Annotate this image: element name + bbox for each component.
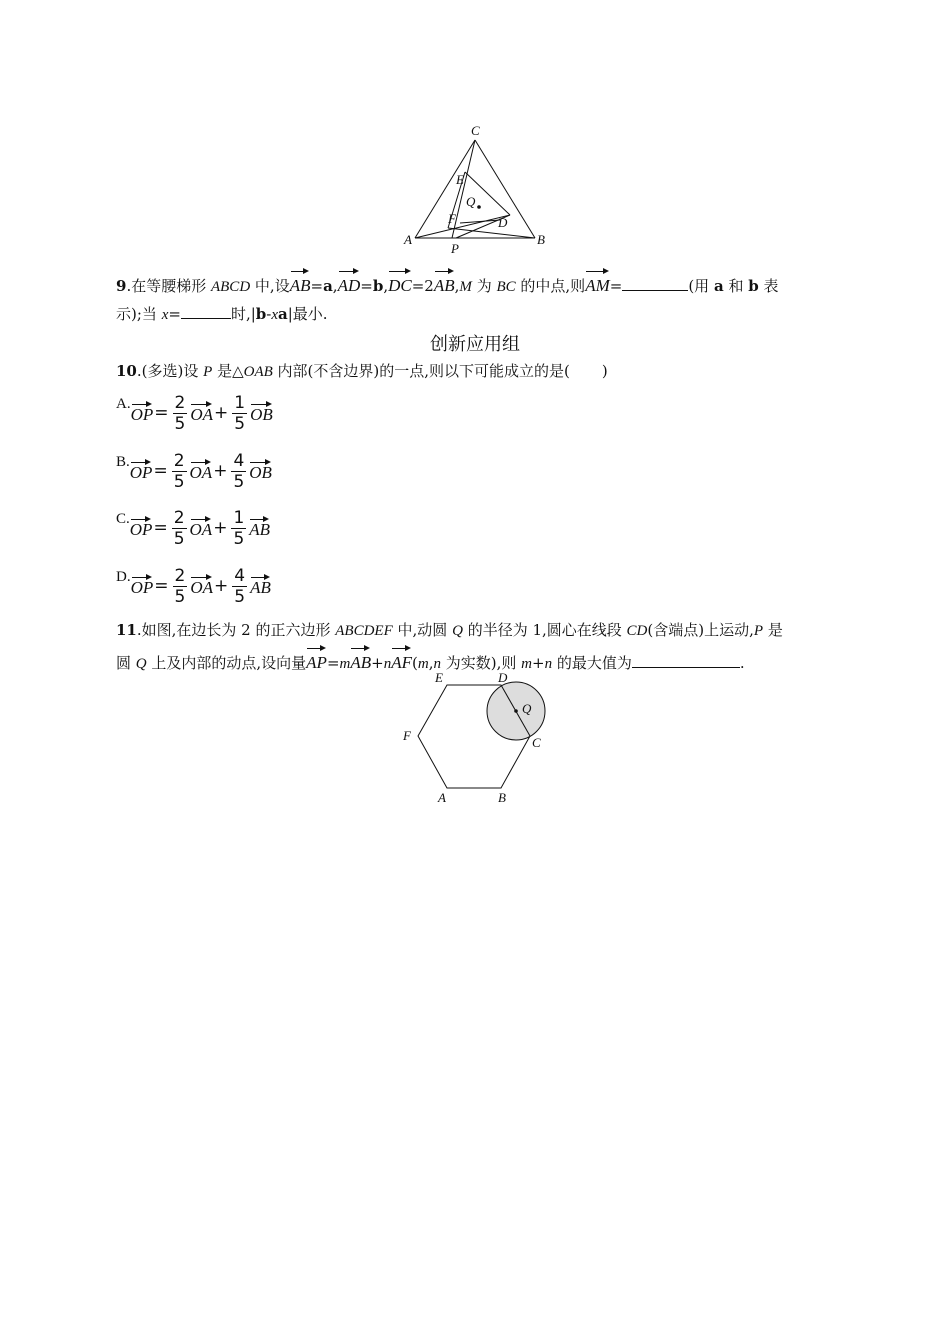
vector-oa: OA xyxy=(190,574,213,598)
vector-ab: AB xyxy=(249,516,270,540)
vector-oa: OA xyxy=(190,459,213,483)
fraction xyxy=(231,451,246,492)
text: , xyxy=(383,277,389,295)
vector-dc: DC xyxy=(388,268,412,300)
option-label: B. xyxy=(116,454,130,470)
label-b: B xyxy=(537,232,545,247)
denominator: 5 xyxy=(174,586,186,607)
text: = xyxy=(360,277,373,295)
fraction xyxy=(173,566,188,607)
text: ) xyxy=(601,362,608,380)
question-number: 11 xyxy=(116,621,137,639)
option-label: D. xyxy=(116,569,131,585)
equals: = xyxy=(154,403,169,423)
figure-triangle xyxy=(400,120,560,260)
vector-b: b xyxy=(255,305,267,323)
text: 的最大值为 xyxy=(552,654,632,672)
vector-b: b xyxy=(372,277,384,295)
text: .如图,在边长为 2 的正六边形 xyxy=(136,621,336,639)
plus: + xyxy=(214,403,229,423)
text: - xyxy=(266,305,272,323)
label-e: E xyxy=(435,670,443,685)
text: .(多选)设 xyxy=(136,362,204,380)
segment-bc: BC xyxy=(496,279,516,295)
fraction xyxy=(172,451,187,492)
numerator: 1 xyxy=(234,392,246,413)
text: 为实数),则 xyxy=(441,654,522,672)
var-m: m xyxy=(417,656,429,672)
text: |最小. xyxy=(287,305,328,323)
text: 中,动圆 xyxy=(392,621,453,639)
text: 上及内部的动点,设向量 xyxy=(146,654,307,672)
text: , xyxy=(454,277,460,295)
point-p: P xyxy=(753,623,764,639)
numerator: 1 xyxy=(233,507,245,528)
var-x: x xyxy=(271,307,279,323)
vector-ap: AP xyxy=(306,645,327,677)
label-f: F xyxy=(403,728,411,743)
text: ( xyxy=(412,654,418,672)
section-heading: 创新应用组 xyxy=(430,334,520,355)
shape-name: ABCD xyxy=(210,279,251,295)
vector-a: a xyxy=(713,277,724,295)
text: = xyxy=(326,654,340,672)
text: 和 xyxy=(723,277,749,295)
figure-hexagon xyxy=(398,666,558,808)
var-n: n xyxy=(433,656,441,672)
numerator: 4 xyxy=(234,565,246,586)
label-c: C xyxy=(471,123,480,138)
vector-ob: OB xyxy=(250,401,273,425)
denominator: 5 xyxy=(234,413,246,434)
point-q: Q xyxy=(135,656,147,672)
denominator: 5 xyxy=(233,528,245,549)
label-d: D xyxy=(498,215,508,230)
hexagon-name: ABCDEF xyxy=(335,623,393,639)
text: , xyxy=(332,277,338,295)
denominator: 5 xyxy=(234,586,246,607)
vector-oa: OA xyxy=(190,516,213,540)
label-p: P xyxy=(451,241,459,256)
var-m: m xyxy=(521,656,533,672)
point-q: Q xyxy=(452,623,463,639)
text: 表 xyxy=(758,277,779,295)
option-d[interactable] xyxy=(116,561,271,611)
vector-a: a xyxy=(323,277,333,295)
vector-ab: AB xyxy=(350,645,371,677)
answer-blank[interactable] xyxy=(632,651,740,668)
text: =2 xyxy=(411,277,434,295)
triangle-oab: OAB xyxy=(243,364,273,380)
label-f: F xyxy=(448,211,456,226)
fraction xyxy=(232,393,247,434)
question-number: 9 xyxy=(116,277,127,295)
answer-blank[interactable] xyxy=(181,302,231,319)
numerator: 2 xyxy=(174,565,186,586)
question-11-line-1 xyxy=(116,616,830,645)
text: . xyxy=(739,654,745,672)
plus: + xyxy=(213,518,228,538)
vector-af: AF xyxy=(391,645,412,677)
fraction xyxy=(232,566,247,607)
var-n: n xyxy=(383,656,392,672)
vector-ob: OB xyxy=(249,459,272,483)
equals: = xyxy=(153,461,168,481)
text: = xyxy=(609,277,623,295)
vector-op: OP xyxy=(131,401,154,425)
text: 圆 xyxy=(116,654,136,672)
label-a: A xyxy=(404,232,412,247)
label-d: D xyxy=(498,670,508,685)
vector-op: OP xyxy=(131,574,154,598)
text: (用 xyxy=(688,277,714,295)
numerator: 2 xyxy=(173,507,185,528)
denominator: 5 xyxy=(174,413,186,434)
answer-blank[interactable] xyxy=(622,274,688,291)
option-a[interactable] xyxy=(116,388,273,438)
question-9-line-2 xyxy=(116,300,830,329)
label-e: E xyxy=(456,172,464,187)
equals: = xyxy=(153,518,168,538)
denominator: 5 xyxy=(173,471,185,492)
denominator: 5 xyxy=(233,471,245,492)
question-number: 10 xyxy=(116,362,137,380)
question-10-stem xyxy=(116,357,830,386)
vector-ab: AB xyxy=(290,268,311,300)
text: + xyxy=(532,654,545,672)
text: 中,设 xyxy=(250,277,290,295)
text: (含端点)上运动, xyxy=(647,621,754,639)
numerator: 2 xyxy=(174,392,186,413)
vector-op: OP xyxy=(130,516,153,540)
vector-am: AM xyxy=(585,268,610,300)
option-label: A. xyxy=(116,396,131,412)
label-q: Q xyxy=(522,701,532,716)
vector-ad: AD xyxy=(338,268,361,300)
label-q: Q xyxy=(466,194,476,209)
text: .在等腰梯形 xyxy=(126,277,211,295)
vector-b: b xyxy=(748,277,759,295)
fraction xyxy=(231,508,246,549)
text: 是 xyxy=(763,621,783,639)
fraction xyxy=(173,393,188,434)
text: 内部(不含边界)的一点,则以下可能成立的是( xyxy=(272,362,570,380)
text: = xyxy=(310,277,324,295)
vector-a: a xyxy=(278,305,288,323)
plus: + xyxy=(214,576,229,596)
text: 是△ xyxy=(212,362,244,380)
point-m: M xyxy=(459,279,472,295)
text: 的中点,则 xyxy=(515,277,586,295)
option-b[interactable] xyxy=(116,446,272,496)
label-b: B xyxy=(498,790,506,805)
var-x: x xyxy=(161,307,169,323)
text: 的半径为 1,圆心在线段 xyxy=(462,621,627,639)
vector-oa: OA xyxy=(190,401,213,425)
label-a: A xyxy=(438,790,446,805)
question-9-line-1 xyxy=(116,268,830,301)
text: 示);当 xyxy=(116,305,162,323)
text: , xyxy=(428,654,434,672)
fraction xyxy=(172,508,187,549)
text: + xyxy=(371,654,384,672)
vector-ab: AB xyxy=(250,574,271,598)
denominator: 5 xyxy=(173,528,185,549)
vector-op: OP xyxy=(130,459,153,483)
text: = xyxy=(168,305,181,323)
numerator: 2 xyxy=(173,450,185,471)
label-c: C xyxy=(532,735,541,750)
point-p: P xyxy=(203,364,213,380)
plus: + xyxy=(213,461,228,481)
text: 为 xyxy=(471,277,497,295)
numerator: 4 xyxy=(233,450,245,471)
var-m: m xyxy=(339,656,351,672)
option-c[interactable] xyxy=(116,503,270,553)
var-n: n xyxy=(544,656,553,672)
equals: = xyxy=(154,576,169,596)
vector-ab: AB xyxy=(434,268,455,300)
option-label: C. xyxy=(116,511,130,527)
text: 时,| xyxy=(230,305,256,323)
segment-cd: CD xyxy=(626,623,648,639)
